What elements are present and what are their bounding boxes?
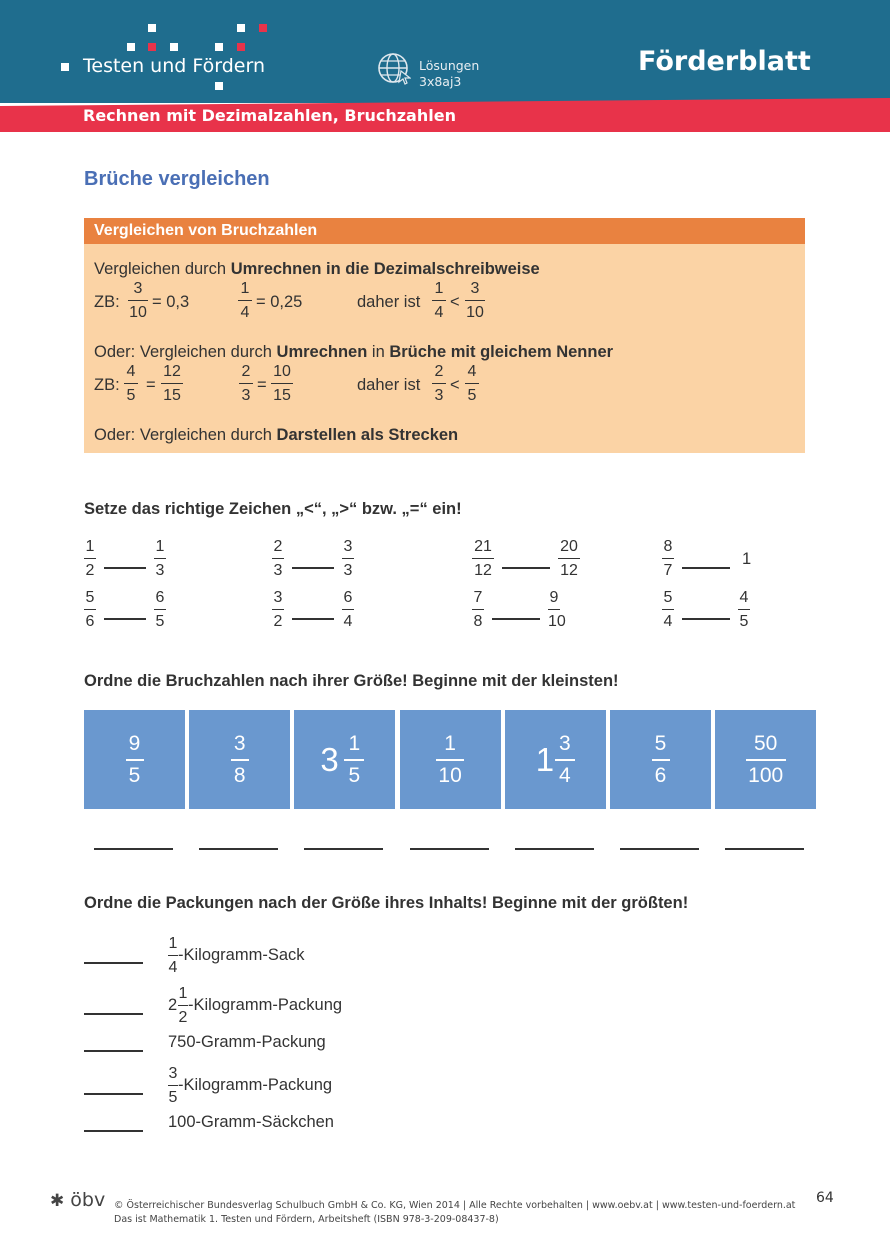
- publisher-logo-text: öbv: [70, 1189, 106, 1211]
- fraction: [558, 537, 580, 580]
- comparison-blank[interactable]: [292, 618, 334, 620]
- relation-sign: <: [450, 293, 460, 311]
- denominator: 3: [155, 562, 165, 580]
- order-blank[interactable]: [304, 848, 383, 850]
- fraction: [652, 732, 670, 788]
- fraction-bar: [746, 759, 786, 761]
- order-blank[interactable]: [620, 848, 699, 850]
- fraction-tile[interactable]: [715, 710, 816, 809]
- logo-square: [61, 63, 69, 71]
- denominator: 5: [155, 613, 165, 631]
- numerator: 4: [126, 363, 136, 380]
- fraction: [178, 984, 188, 1027]
- fraction: [436, 732, 464, 788]
- numerator: 1: [178, 985, 188, 1002]
- fraction-tile[interactable]: [294, 710, 395, 809]
- sheet-title: Förderblatt: [638, 46, 811, 77]
- numerator: 2: [434, 363, 444, 380]
- text: daher ist: [357, 376, 421, 394]
- numerator: 12: [163, 363, 181, 380]
- fraction-bar: [465, 383, 479, 384]
- text: Oder: Vergleichen durch: [94, 343, 277, 361]
- text: =: [257, 376, 267, 394]
- fraction: [124, 362, 138, 405]
- fraction-bar: [161, 383, 183, 384]
- text-bold: Darstellen als Strecken: [276, 426, 459, 444]
- fraction-tile[interactable]: [505, 710, 606, 809]
- numerator: 3: [558, 732, 571, 755]
- text-bold: Umrechnen: [276, 343, 368, 361]
- fraction: [662, 537, 674, 580]
- numerator: 8: [663, 538, 673, 555]
- package-label: 100-Gramm-Säckchen: [168, 1113, 334, 1131]
- denominator: 100: [748, 763, 784, 787]
- fraction-bar: [472, 558, 494, 559]
- fraction: [168, 934, 178, 977]
- numerator: 1: [240, 280, 250, 297]
- package-label: -Kilogramm-Packung: [178, 1076, 333, 1094]
- fraction-tile[interactable]: [84, 710, 185, 809]
- relation-sign: <: [450, 376, 460, 394]
- fraction: [472, 537, 494, 580]
- fraction-tile[interactable]: [400, 710, 501, 809]
- text-bold: Umrechnen in die Dezimalschreibweise: [230, 260, 540, 278]
- numerator: 9: [549, 589, 559, 606]
- denominator: 3: [241, 387, 251, 405]
- zb-label: ZB:: [94, 293, 120, 311]
- fraction-tile[interactable]: [189, 710, 290, 809]
- denominator: 2: [85, 562, 95, 580]
- denominator: 8: [233, 763, 246, 787]
- text: =: [146, 376, 156, 394]
- whole-number: 1: [535, 741, 555, 778]
- logo-square: [127, 43, 135, 51]
- subtitle: Rechnen mit Dezimalzahlen, Bruchzahlen: [83, 106, 456, 125]
- numerator: 5: [85, 589, 95, 606]
- denominator: 10: [129, 304, 147, 322]
- numerator: 1: [155, 538, 165, 555]
- logo-square: [215, 43, 223, 51]
- fraction-bar: [558, 558, 580, 559]
- task1-instruction: Setze das richtige Zeichen „<“, „>“ bzw. „=“ ein!: [84, 500, 462, 518]
- rank-blank[interactable]: [84, 1013, 143, 1015]
- rank-blank[interactable]: [84, 1130, 143, 1132]
- zb-label: ZB:: [94, 376, 120, 394]
- solutions-link[interactable]: [419, 58, 479, 90]
- numerator: 1: [444, 732, 456, 755]
- denominator: 3: [434, 387, 444, 405]
- denominator: 6: [654, 763, 667, 787]
- infobox-line2: [94, 343, 613, 362]
- fraction: [271, 362, 293, 405]
- fraction-bar: [432, 383, 446, 384]
- logo-square: [259, 24, 267, 32]
- order-blank[interactable]: [515, 848, 594, 850]
- package-label: -Kilogramm-Sack: [178, 946, 305, 964]
- fraction: [465, 362, 479, 405]
- fraction-tile[interactable]: [610, 710, 711, 809]
- rank-blank[interactable]: [84, 962, 143, 964]
- denominator: 2: [178, 1009, 188, 1027]
- numerator: 3: [343, 538, 353, 555]
- order-blank[interactable]: [725, 848, 804, 850]
- denominator: 6: [85, 613, 95, 631]
- solutions-label: Lösungen: [419, 58, 480, 73]
- fraction-bar: [154, 609, 166, 610]
- fraction-bar: [436, 759, 464, 761]
- denominator: 15: [273, 387, 291, 405]
- denominator: 4: [343, 613, 353, 631]
- fraction: [342, 537, 354, 580]
- numerator: 6: [343, 589, 353, 606]
- fraction: [272, 588, 284, 631]
- infobox: [84, 244, 805, 453]
- page-number: 64: [816, 1190, 834, 1206]
- fraction-bar: [231, 759, 249, 761]
- fraction: [168, 1064, 178, 1107]
- denominator: 5: [168, 1089, 178, 1107]
- fraction-bar: [154, 558, 166, 559]
- numerator: 10: [273, 363, 291, 380]
- denominator: 4: [434, 304, 444, 322]
- solutions-code: 3x8aj3: [419, 74, 462, 89]
- fraction-bar: [342, 609, 354, 610]
- comparison-blank[interactable]: [682, 618, 730, 620]
- whole-number: 2: [168, 996, 178, 1014]
- denominator: 12: [560, 562, 578, 580]
- fraction: [231, 732, 249, 788]
- fraction: [746, 732, 786, 788]
- order-blank[interactable]: [199, 848, 278, 850]
- fraction-bar: [128, 300, 148, 301]
- fraction-bar: [271, 383, 293, 384]
- numerator: 6: [155, 589, 165, 606]
- numerator: 2: [273, 538, 283, 555]
- logo-square: [148, 43, 156, 51]
- infobox-title: Vergleichen von Bruchzahlen: [84, 218, 805, 244]
- text: = 0,25: [256, 293, 303, 311]
- denominator: 10: [466, 304, 484, 322]
- fraction-bar: [84, 609, 96, 610]
- numerator: 4: [467, 363, 477, 380]
- numerator: 3: [233, 732, 246, 755]
- text: = 0,3: [152, 293, 190, 311]
- fraction: [128, 279, 148, 322]
- fraction-bar: [662, 609, 674, 610]
- fraction: [344, 732, 364, 788]
- logo-square: [215, 82, 223, 90]
- fraction-bar: [432, 300, 446, 301]
- numerator: 1: [348, 732, 361, 755]
- denominator: 5: [739, 613, 749, 631]
- denominator: 5: [467, 387, 477, 405]
- fraction-bar: [652, 759, 670, 761]
- fraction: [239, 362, 253, 405]
- comparison-blank[interactable]: [682, 567, 730, 569]
- denominator: 5: [348, 763, 361, 787]
- numerator: 1: [434, 280, 444, 297]
- fraction: [432, 279, 446, 322]
- logo-square: [237, 43, 245, 51]
- denominator: 4: [240, 304, 250, 322]
- fraction: [555, 732, 575, 788]
- denominator: 2: [273, 613, 283, 631]
- fraction-bar: [84, 558, 96, 559]
- numerator: 21: [474, 538, 492, 555]
- fraction: [126, 732, 144, 788]
- fraction: [238, 279, 252, 322]
- fraction: [84, 537, 96, 580]
- section-title: Brüche vergleichen: [84, 168, 270, 190]
- numerator: 3: [133, 280, 143, 297]
- denominator: 3: [273, 562, 283, 580]
- numerator: 5: [654, 732, 667, 755]
- copyright: [114, 1199, 795, 1227]
- fraction: [432, 362, 446, 405]
- denominator: 4: [558, 763, 571, 787]
- text: Oder: Vergleichen durch: [94, 426, 277, 444]
- publisher-logo: [50, 1189, 105, 1211]
- denominator: 8: [473, 613, 483, 631]
- fraction: [84, 588, 96, 631]
- comparison-blank[interactable]: [502, 567, 550, 569]
- logo-square: [170, 43, 178, 51]
- rank-blank[interactable]: [84, 1093, 143, 1095]
- fraction: [662, 588, 674, 631]
- denominator: 10: [438, 763, 462, 787]
- fraction-bar: [168, 955, 178, 956]
- globe-arrow-icon[interactable]: [377, 51, 411, 85]
- fraction-bar: [472, 609, 484, 610]
- fraction: [342, 588, 354, 631]
- fraction: [548, 588, 566, 631]
- fraction: [472, 588, 484, 631]
- task3-instruction: Ordne die Packungen nach der Größe ihres Inhalts! Beginne mit der größten!: [84, 894, 689, 912]
- fraction-bar: [465, 300, 485, 301]
- fraction-bar: [548, 609, 560, 610]
- fraction: [161, 362, 183, 405]
- fraction: [465, 279, 485, 322]
- package-label: -Kilogramm-Packung: [188, 996, 343, 1014]
- numerator: 9: [128, 732, 141, 755]
- fraction-bar: [238, 300, 252, 301]
- fraction: [154, 588, 166, 631]
- denominator: 5: [126, 387, 136, 405]
- numerator: 20: [560, 538, 578, 555]
- logo-square: [237, 24, 245, 32]
- rank-blank[interactable]: [84, 1050, 143, 1052]
- comparison-blank[interactable]: [492, 618, 540, 620]
- numerator: 4: [739, 589, 749, 606]
- denominator: 4: [168, 959, 178, 977]
- header-bar: [0, 0, 890, 103]
- comparison-blank[interactable]: [104, 618, 146, 620]
- numerator: 3: [273, 589, 283, 606]
- comparison-blank[interactable]: [104, 567, 146, 569]
- denominator: 12: [474, 562, 492, 580]
- package-label: 750-Gramm-Packung: [168, 1033, 326, 1051]
- numerator: 7: [473, 589, 483, 606]
- numerator: 2: [241, 363, 251, 380]
- fraction-bar: [342, 558, 354, 559]
- fraction-bar: [272, 609, 284, 610]
- fraction-bar: [272, 558, 284, 559]
- denominator: 4: [663, 613, 673, 631]
- fraction-bar: [344, 759, 364, 761]
- numerator: 5: [663, 589, 673, 606]
- order-blank[interactable]: [410, 848, 489, 850]
- denominator: 5: [128, 763, 141, 787]
- denominator: 15: [163, 387, 181, 405]
- brand-logo-text: Testen und Fördern: [83, 55, 265, 77]
- infobox-line3: [94, 426, 458, 445]
- order-blank[interactable]: [94, 848, 173, 850]
- numerator: 3: [168, 1065, 178, 1082]
- whole-number: 1: [742, 550, 752, 568]
- text-bold: Brüche mit gleichem Nenner: [389, 343, 614, 361]
- fraction-bar: [738, 609, 750, 610]
- fraction-bar: [555, 759, 575, 761]
- fraction: [272, 537, 284, 580]
- fraction-bar: [662, 558, 674, 559]
- numerator: 1: [168, 935, 178, 952]
- task2-instruction: Ordne die Bruchzahlen nach ihrer Größe! Beginne mit der kleinsten!: [84, 672, 619, 690]
- numerator: 3: [470, 280, 480, 297]
- fraction: [738, 588, 750, 631]
- fraction-bar: [126, 759, 144, 761]
- isbn-line: Das ist Mathematik 1. Testen und Fördern, Arbeitsheft (ISBN 978-3-209-08437-8): [114, 1214, 499, 1225]
- fraction: [154, 537, 166, 580]
- whole-number: 3: [320, 741, 339, 778]
- logo-square: [148, 24, 156, 32]
- comparison-blank[interactable]: [292, 567, 334, 569]
- fraction-bar: [178, 1005, 188, 1006]
- copyright-line: © Österreichischer Bundesverlag Schulbuch GmbH & Co. KG, Wien 2014 | Alle Rechte vorbehalten | www.oebv.at | www.testen-und-foerdern.at: [114, 1200, 796, 1211]
- fraction-bar: [239, 383, 253, 384]
- denominator: 10: [548, 613, 566, 631]
- denominator: 7: [663, 562, 673, 580]
- star-icon: ✱: [50, 1191, 65, 1211]
- text: daher ist: [357, 293, 421, 311]
- fraction-bar: [124, 383, 138, 384]
- numerator: 50: [754, 732, 778, 755]
- text: in: [367, 343, 390, 361]
- denominator: 3: [343, 562, 353, 580]
- fraction-bar: [168, 1085, 178, 1086]
- text: Vergleichen durch: [94, 260, 231, 278]
- infobox-line1: [94, 260, 540, 279]
- numerator: 1: [85, 538, 95, 555]
